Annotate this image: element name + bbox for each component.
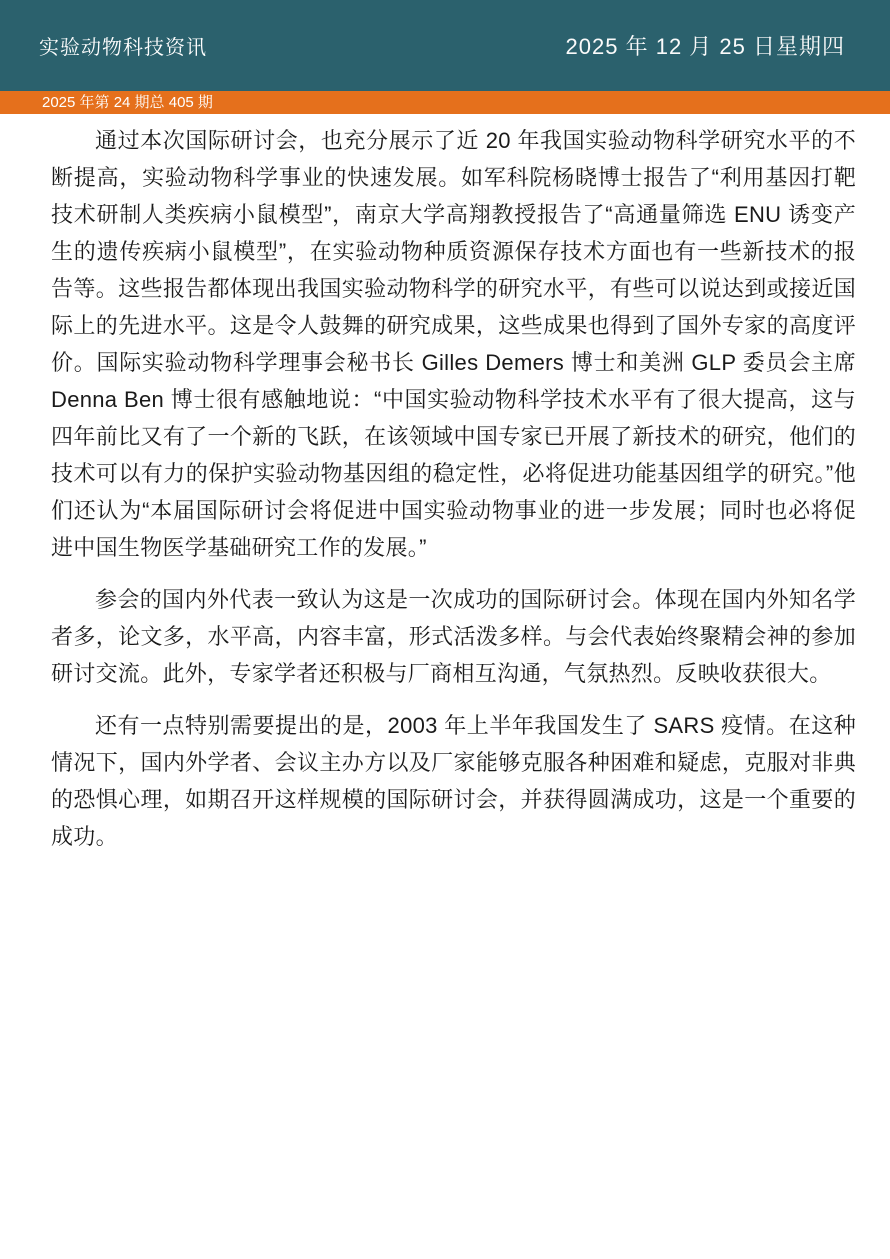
masthead [0,0,890,91]
paragraph-1: 通过本次国际研讨会，也充分展示了近 20 年我国实验动物科学研究水平的不断提高，实验动物科学事业的快速发展。如军科院杨晓博士报告了“利用基因打靶技术研制人类疾病小鼠模型”，南京大学高翔教授报告了“高通量筛选 ENU 诱变产生的遗传疾病小鼠模型”，在实验动物种质资源保存技术方面也有一些新技术的报告等。这些报告都体现出我国实验动物科学的研究水平，有些可以说达到或接近国际上的先进水平。这是令人鼓舞的研究成果，这些成果也得到了国外专家的高度评价。国际实验动物科学理事会秘书长 Gilles Demers 博士和美洲 GLP 委员会主席 Denna Ben 博士很有感触地说：“中国实验动物科学技术水平有了很大提高，这与四年前比又有了一个新的飞跃，在该领域中国专家已开展了新技术的研究，他们的技术可以有力的保护实验动物基因组的稳定性，必将促进功能基因组学的研究。”他们还认为“本届国际研讨会将促进中国实验动物事业的进一步发展；同时也必将促进中国生物医学基础研究工作的发展。” [51,128,856,560]
newsletter-title: 实验动物科技资讯 [39,37,207,59]
paragraph-2: 参会的国内外代表一致认为这是一次成功的国际研讨会。体现在国内外知名学者多，论文多，水平高，内容丰富，形式活泼多样。与会代表始终聚精会神的参加研讨交流。此外，专家学者还积极与厂商相互沟通，气氛热烈。反映收获很大。 [51,587,856,686]
masthead-date: 2025 年 12 月 25 日星期四 [565,34,845,59]
issue-number-bar: 2025 年第 24 期总 405 期 [0,91,890,114]
article-body [51,114,856,855]
paragraph-3: 还有一点特别需要提出的是，2003 年上半年我国发生了 SARS 疫情。在这种情况下，国内外学者、会议主办方以及厂家能够克服各种困难和疑虑，克服对非典的恐惧心理，如期召开这样规模的国际研讨会，并获得圆满成功，这是一个重要的成功。 [51,713,856,849]
